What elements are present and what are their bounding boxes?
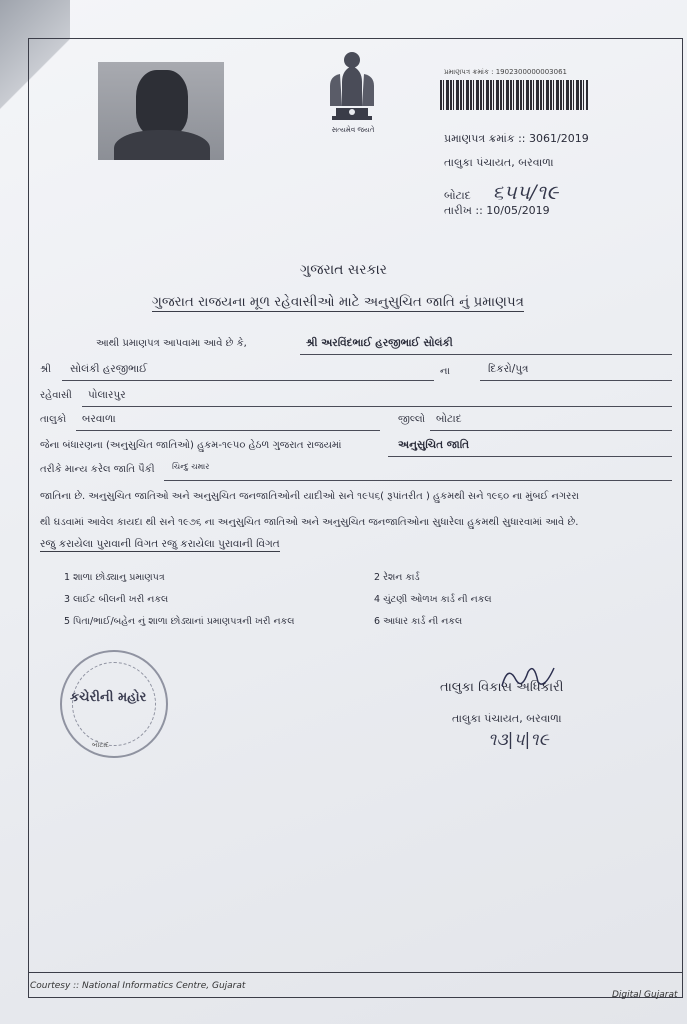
certificate-title: ગુજરાત રાજયના મૂળ રહેવાસીઓ માટે અનુસુચિત જાતિ નું પ્રમાણપત્ર [152, 294, 524, 310]
certificate-number-row [444, 132, 589, 146]
caste-category: અનુસુચિત જાતિ [398, 439, 470, 451]
officer-office: તાલુકા પંચાયત, બરવાળા [452, 712, 562, 725]
certificate-number: :: 3061/2019 [518, 132, 589, 145]
relation-line [480, 380, 672, 381]
applicant-photo [98, 62, 224, 160]
handwritten-number: ૬૫૫/૧૯ [492, 180, 559, 204]
documents-heading: રજુ કરાયેલા પુરાવાની વિગત રજુ કરાયેલા પુરાવાની વિગત [40, 538, 280, 550]
header-office: તાલુકા પંચાયત, બરવાળા [444, 156, 554, 169]
document-item-6: 6 આધાર કાર્ડ ની નકલ [374, 616, 463, 627]
document-item-3: 3 લાઈટ બીલની ખરી નકલ [64, 594, 169, 605]
taluka-line [76, 430, 380, 431]
officer-title: તાલુકા વિકાસ અધિકારી [440, 680, 564, 695]
handwritten-date: ૧૩|૫|૧૯ [488, 730, 549, 750]
caste-value: ચિન્દુ ચમાર [172, 462, 210, 471]
barcode-label: પ્રમાણપત્ર ક્રમાંક : 1902300000003061 [444, 68, 567, 76]
district-line [430, 430, 672, 431]
applicant-name: શ્રી અરવિંદભાઈ હરજીભાઈ સોલંકી [306, 337, 453, 349]
relation-label: ના [440, 366, 450, 377]
legal-paragraph [40, 484, 670, 536]
document-item-5: 5 પિતા/ભાઈ/બહેન નું શાળા છોડ્યાનાં પ્રમાણપત્રની ખરી નકલ [64, 616, 295, 627]
government-title: ગુજરાત સરકાર [300, 262, 387, 278]
applicant-name-line [300, 354, 672, 355]
seal-subtext: બોટાદ [92, 741, 110, 749]
taluka-label: તાલુકો [40, 414, 67, 425]
intro-text: આથી પ્રમાણપત્ર આપવામા આવે છે કે, [96, 338, 247, 349]
legal-paragraph-line-1: જાતિના છે. અનુસુચિત જાતિઓ અને અનુસુચિત જનજાતિઓની યાદીઓ સને ૧૯૫૬( રૂપાંતરીત ) હુકમથી સને ૧૯૬૦ ના મુંબઈ નગરરા [40, 491, 579, 502]
seal-text: કચેરીની મહોર [70, 690, 147, 705]
issue-date: 10/05/2019 [486, 204, 550, 217]
caste-category-line [388, 456, 672, 457]
footer-courtesy: Courtesy :: National Informatics Centre, Gujarat [30, 981, 246, 991]
date-label: તારીખ :: [444, 204, 483, 217]
caste-line [164, 480, 672, 481]
national-emblem-icon [322, 48, 382, 124]
order-text: જેના બંધારણના (અનુસુચિત જાતિઓ) હુકમ-૧૯૫૦ હેઠળ ગુજરાત રાજયમાં [40, 440, 342, 451]
photo-head [136, 70, 188, 136]
header-district: બોટાદ [444, 189, 471, 202]
date-row [444, 204, 550, 218]
residence-line [82, 406, 672, 407]
shri-label: શ્રી [40, 364, 52, 375]
photo-body [114, 130, 210, 160]
certificate-number-label: પ્રમાણપત્ર ક્રમાંક [444, 132, 515, 145]
document-item-2: 2 રેશન કાર્ડ [374, 572, 420, 583]
relation-value: દિકરો/પુત્ર [488, 363, 529, 375]
barcode [440, 80, 588, 110]
father-name-line [62, 380, 434, 381]
taluka-value: બરવાળા [82, 413, 116, 425]
residence-label: રહેવાસી [40, 390, 72, 401]
recognized-label: તરીકે માન્ય કરેલ જાતિ પૈકી [40, 464, 155, 475]
document-item-4: 4 ચુંટણી ઓળખ કાર્ડ ની નકલ [374, 594, 492, 605]
father-name: સોલંકી હરજીભાઈ [70, 363, 148, 375]
footer-brand: Digital Gujarat [612, 990, 678, 1000]
legal-paragraph-line-2: થી ઘડવામાં આવેલ કાયદા થી સને ૧૯૭૬ ના અનુસુચિત જાતિઓ અને અનુસુચિત જનજાતિઓના સુધારેલા હુકમથી સુધારવામાં આવે છે. [40, 517, 579, 528]
header-district-row [444, 180, 558, 204]
emblem-caption: સત્યમેવ જયતે [331, 126, 375, 134]
footer-divider [28, 972, 683, 973]
district-value: બોટાદ [436, 413, 462, 425]
district-label: જીલ્લો [398, 414, 426, 425]
document-item-1: 1 શાળા છોડ્યાનુ પ્રમાણપત્ર [64, 572, 165, 583]
residence-value: પોલારપુર [88, 389, 126, 401]
